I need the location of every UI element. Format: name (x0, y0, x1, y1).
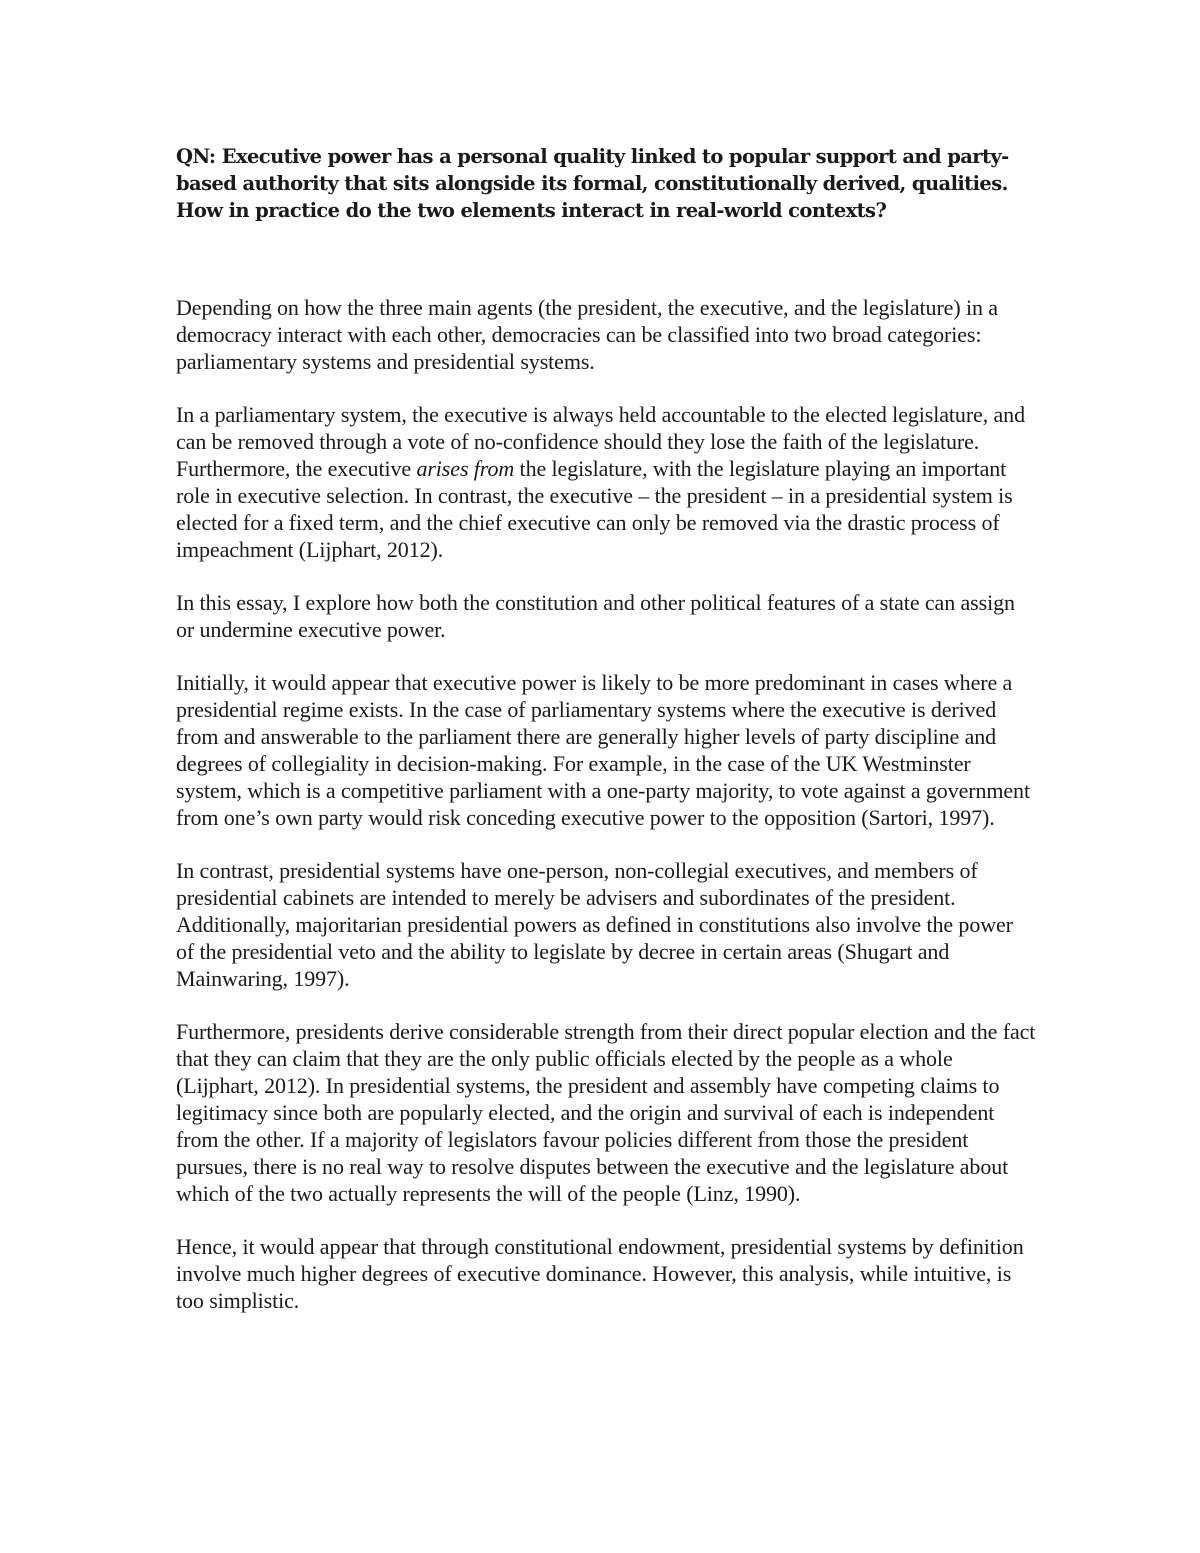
paragraph-systems-overview: Depending on how the three main agents (the president, the executive, and the legislature) in a democracy interact with each other, democracies can be classified into two broad categories: parliamentary systems and presidential systems. (176, 295, 998, 374)
emphasis-text: arises from (416, 456, 515, 481)
paragraph-parliamentary-system (176, 401, 1036, 563)
paragraph-conclusion: Hence, it would appear that through constitutional endowment, presidential systems by definition involve much higher degrees of executive dominance. However, this analysis, while intuitive, is too simplistic. (176, 1234, 1024, 1313)
paragraph-executive-predominance: Initially, it would appear that executive power is likely to be more predominant in cases where a presidential regime exists. In the case of parliamentary systems where the executive is derived from and answerable to the parliament there are generally higher levels of party discipline and degrees of collegiality in decision-making. For example, in the case of the UK Westminster system, which is a competitive parliament with a one-party majority, to vote against a government from one’s own party would risk conceding executive power to the opposition (Sartori, 1997). (176, 670, 1030, 830)
document-body (176, 143, 1036, 1340)
paragraph-essay-aim: In this essay, I explore how both the constitution and other political features of a state can assign or undermine executive power. (176, 590, 1015, 642)
paragraph-popular-election: Furthermore, presidents derive considerable strength from their direct popular election and the fact that they can claim that they are the only public officials elected by the people as a whole (Lijphart, 2012). In presidential systems, the president and assembly have competing claims to legitimacy since both are popularly elected, and the origin and survival of each is independent from the other. If a majority of legislators favour policies different from those the president pursues, there is no real way to resolve disputes between the executive and the legislature about which of the two actually represents the will of the people (Linz, 1990). (176, 1019, 1036, 1206)
paragraph-text-segment: In a parliamentary system, the executive is always held accountable to the elected legislature, and can be removed through a vote of no-confidence should they lose the faith of the legislature. Furthermore, the executive (176, 402, 1025, 481)
essay-question: QN: Executive power has a personal quality linked to popular support and party-based authority that sits alongside its formal, constitutionally derived, qualities. How in practice do the two elements interact in real-world contexts? (176, 145, 1009, 222)
paragraph-text-segment: the legislature, with the legislature playing an important role in executive selection. In contrast, the executive – the president – in a presidential system is elected for a fixed term, and the chief executive can only be removed via the drastic process of impeachment (Lijphart, 2012). (176, 456, 1013, 562)
paragraph-presidential-cabinets: In contrast, presidential systems have one-person, non-collegial executives, and members of presidential cabinets are intended to merely be advisers and subordinates of the president. Additionally, majoritarian presidential powers as defined in constitutions also involve the power of the presidential veto and the ability to legislate by decree in certain areas (Shugart and Mainwaring, 1997). (176, 858, 1013, 991)
